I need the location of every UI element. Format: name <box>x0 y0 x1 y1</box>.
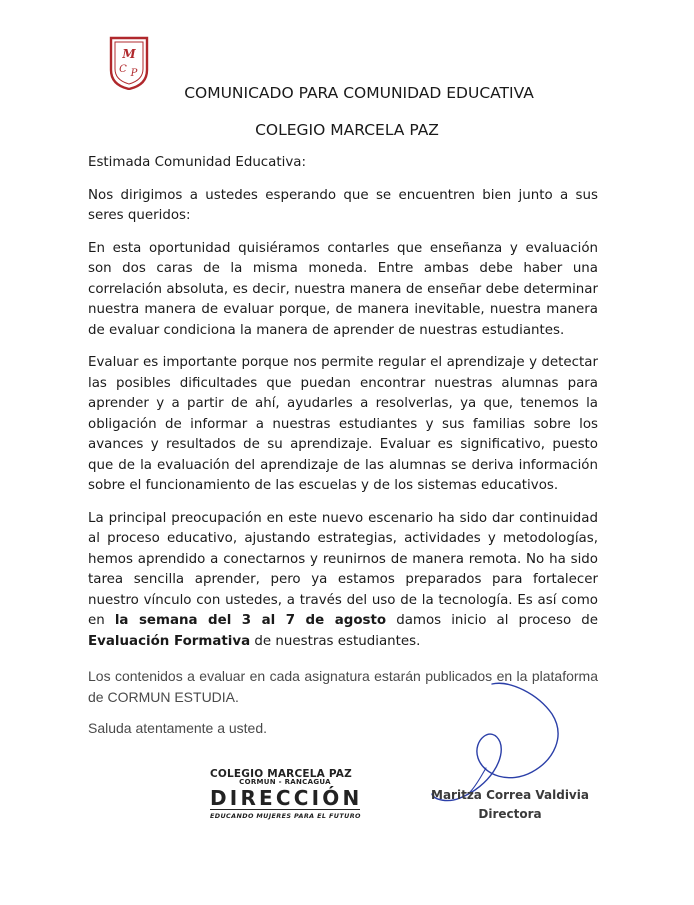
signatory-block <box>400 786 620 824</box>
stamp-direction: DIRECCIÓN <box>210 786 363 810</box>
school-name: COLEGIO MARCELA PAZ <box>255 121 439 139</box>
greeting: Estimada Comunidad Educativa: <box>88 155 306 170</box>
stamp-motto: EDUCANDO MUJERES PARA EL FUTURO <box>210 812 361 820</box>
direction-stamp <box>210 768 363 824</box>
paragraph-4-eval: Evaluación Formativa <box>88 633 251 649</box>
svg-text:M: M <box>122 47 136 61</box>
letter-body <box>88 153 598 751</box>
svg-text:P: P <box>130 68 138 79</box>
stamp-school: COLEGIO MARCELA PAZ <box>210 768 352 780</box>
signatory-role: Directora <box>478 807 542 821</box>
stamp-city: CORMUN - RANCAGUA <box>239 778 331 786</box>
paragraph-1: Nos dirigimos a ustedes esperando que se encuentren bien junto a sus seres queridos: <box>88 187 598 223</box>
svg-text:C: C <box>119 64 127 75</box>
document-title: COMUNICADO PARA COMUNIDAD EDUCATIVA <box>184 84 534 102</box>
paragraph-2: En esta oportunidad quisiéramos contarles que enseñanza y evaluación son dos caras de la misma moneda. Entre ambas debe haber una correlación absoluta, es decir, nuestra manera de enseñar debe determinar nuestra manera de evaluar porque, de manera inevitable, nuestra manera de evaluar condiciona la manera de aprender de nuestras estudiantes. <box>88 240 598 338</box>
school-logo <box>108 36 150 90</box>
paragraph-4-text-e: de nuestras estudiantes. <box>250 633 421 649</box>
paragraph-4-date: la semana del 3 al 7 de agosto <box>114 613 387 628</box>
paragraph-4-text-a: La principal preocupación en este nuevo escenario ha sido dar continuidad al proceso educativo, ajustando estrategias, actividades y metodologías, hemos aprendido a conectarnos y reunirnos de manera remota. No ha sido tarea sencilla aprender, pero ya estamos preparados para fortalecer nuestro vínculo con ustedes, a través del uso de la tecnología. Es así como en <box>88 510 598 628</box>
paragraph-5: Los contenidos a evaluar en cada asignatura estarán publicados en la plataforma de CORMUN ESTUDIA. <box>88 668 598 705</box>
paragraph-4-text-c: damos inicio al proceso de <box>386 613 599 628</box>
paragraph-3: Evaluar es importante porque nos permite regular el aprendizaje y detectar las posibles dificultades que puedan encontrar nuestras alumnas para aprender y a partir de ahí, ayudarles a resolverlas, ya que, tenemos la obligación de informar a nuestras estudiantes y sus familias sobre los avances y resultados de su aprendizaje. Evaluar es significativo, puesto que de la evaluación del aprendizaje de las alumnas se deriva información sobre el funcionamiento de las escuelas y de los sistemas educativos. <box>88 355 598 493</box>
paragraph-4 <box>88 509 598 653</box>
closing: Saluda atentamente a usted. <box>88 720 268 736</box>
signatory-name: Maritza Correa Valdivia <box>431 788 589 802</box>
